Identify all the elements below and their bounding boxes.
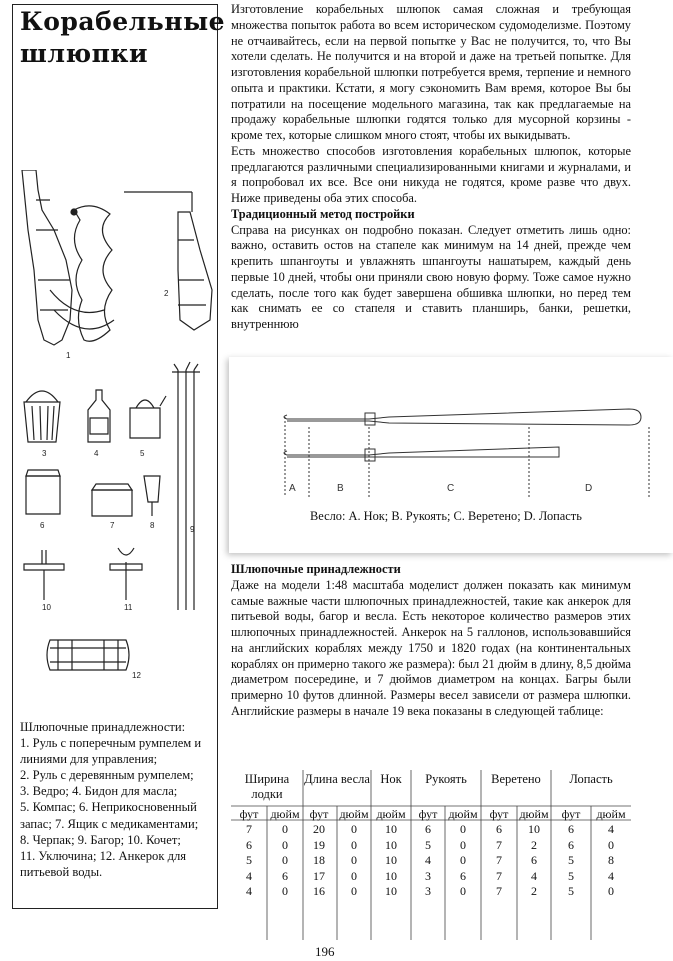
svg-text:1: 1 [66, 351, 71, 360]
svg-text:11: 11 [124, 603, 133, 612]
table-cell: 4 [608, 822, 614, 836]
table-cell: 6 [246, 837, 252, 852]
table-header-group: Длина весла [304, 772, 370, 786]
table-cell: 0 [608, 884, 614, 898]
table-cell: 10 [385, 837, 397, 852]
table-cell: 0 [460, 822, 466, 836]
section-heading-traditional: Традиционный метод постройки [231, 206, 415, 221]
table-header-unit: фут [239, 807, 259, 821]
svg-text:12: 12 [132, 671, 141, 680]
bailer-drawing [144, 476, 160, 516]
table-cell: 10 [385, 868, 397, 883]
table-header-group: Лопасть [569, 772, 613, 786]
medicine-box-drawing [92, 484, 132, 516]
table-cell: 17 [313, 868, 325, 883]
table-header-unit: фут [309, 807, 329, 821]
table-cell: 6 [460, 868, 466, 883]
page-number: 196 [315, 944, 335, 959]
table-cell: 10 [385, 884, 397, 898]
table-cell: 7 [496, 884, 502, 898]
svg-text:9: 9 [190, 525, 195, 534]
table-cell: 0 [351, 853, 357, 867]
rudder-cross-tiller-drawing [22, 170, 114, 345]
table-cell: 10 [385, 822, 397, 836]
svg-text:4: 4 [94, 449, 99, 458]
table-cell: 5 [246, 853, 252, 867]
rowlock-drawing [110, 548, 142, 600]
accessories-paragraph: Даже на модели 1:48 масштаба моделист должен показать как минимум самые важные части шлюпочных принадлежностей, такие как анкерок для питьевой воды, багор и весла. Есть некоторое количество размеров этих шлюпочных принадлежностей. Анкерок на 5 галлонов, использовавшийся на английских кораблях между 1750 и 1820 годах (на континентальных кораблях он примерно такого же размера): был 21 дюйм в длину, 8,5 дюйма диаметром посередине, и 7 дюймов диаметром на концах. Багры были примерно 10 футов длинной. Размеры весел зависели от размера шлюпки. Английские размеры в начале 19 века показаны в следующей таблице: [231, 577, 631, 718]
table-header-unit: дюйм [519, 807, 549, 821]
table-cell: 10 [385, 853, 397, 867]
supply-box-drawing [26, 470, 60, 514]
table-cell: 18 [313, 853, 325, 867]
main-text [231, 2, 631, 333]
oar-label-c: C [447, 483, 455, 494]
svg-text:2: 2 [164, 289, 169, 298]
table-header-unit: фут [489, 807, 509, 821]
table-cell: 6 [496, 822, 502, 836]
table-cell: 4 [425, 853, 431, 867]
table-header-unit: дюйм [270, 807, 300, 821]
table-cell: 3 [425, 884, 431, 898]
table-cell: 5 [568, 884, 574, 898]
rudder-wooden-tiller-drawing [71, 192, 212, 330]
svg-text:5: 5 [140, 449, 145, 458]
water-keg-drawing [47, 640, 129, 670]
table-cell: 0 [282, 853, 288, 867]
table-header-unit: дюйм [376, 807, 406, 821]
oar-label-d: D [585, 483, 593, 494]
intro-paragraph: Изготовление корабельных шлюпок самая сложная и требующая множества попыток работа во всем историческом судомоделизме. Поэтому не отчаивайтесь, если на первой попытке у Вас не получится, то, что Вы хотели сделать. Не получится и на второй и даже на третьей попытке. Для изготовления корабельной шлюпки потребуется время, терпение и немного опыта и практики. Кстати, я могу сэкономить Вам время, которое Вы бы потратили на посещение модельного магазина, так как предлагаемые на продажу корабельные шлюпки годятся только для мусорной корзины - кроме тех, которые слишком много стоят, чтобы их выкидывать. [231, 2, 631, 142]
table-cell: 3 [425, 868, 431, 883]
table-cell: 0 [351, 884, 357, 898]
boathook-drawing [172, 362, 200, 610]
table-cell: 6 [531, 853, 537, 867]
table-cell: 0 [460, 884, 466, 898]
table-cell: 5 [568, 868, 574, 883]
svg-text:10: 10 [42, 603, 51, 612]
table-cell: 0 [282, 837, 288, 852]
bucket-drawing [24, 391, 60, 442]
table-cell: 4 [608, 868, 614, 883]
table-header-group: Нок [380, 772, 402, 786]
table-cell: 6 [568, 837, 574, 852]
table-header-unit: дюйм [339, 807, 369, 821]
table-cell: 0 [608, 837, 614, 852]
table-cell: 5 [568, 853, 574, 867]
table-cell: 10 [528, 822, 540, 836]
table-cell: 2 [531, 837, 537, 852]
table-cell: 2 [531, 884, 537, 898]
table-cell: 0 [460, 837, 466, 852]
svg-text:8: 8 [150, 521, 155, 530]
boat-fittings-illustration [14, 170, 214, 710]
oar-size-table [231, 770, 631, 940]
traditional-paragraph: Справа на рисунках он подробно показан. Следует отметить лишь одно: важно, оставить остов на стапеле как минимум на 14 дней, прежде чем крепить шпангоуты и увлажнять шпангоуты нашатырем, каждый день первые 10 дней, чтобы они приняли свою новую форму. Тоже самое нужно сделать, после того как будет завершена обшивка шлюпки, но перед тем как снимать ее со стапеля и ставить планширь, банки, решетки, внутреннюю [231, 222, 631, 331]
table-cell: 6 [282, 868, 288, 883]
table-cell: 0 [351, 822, 357, 836]
page-title: Корабельные шлюпки [20, 7, 226, 68]
accessories-section [231, 562, 631, 720]
table-cell: 0 [460, 853, 466, 867]
table-header-unit: дюйм [596, 807, 626, 821]
table-cell: 7 [496, 837, 502, 852]
table-header-group: Рукоять [425, 772, 467, 786]
table-header-unit: дюйм [448, 807, 478, 821]
table-cell: 0 [282, 822, 288, 836]
oar-diagram [229, 357, 673, 507]
table-cell: 0 [351, 868, 357, 883]
table-cell: 4 [531, 868, 537, 883]
svg-text:3: 3 [42, 449, 47, 458]
table-cell: 7 [496, 868, 502, 883]
oar-label-a: A [289, 483, 296, 494]
table-cell: 5 [425, 837, 431, 852]
fittings-caption: Шлюпочные принадлежности: 1. Руль с поперечным румпелем и линиями для управления; 2. Руль с деревянным румпелем; 3. Ведро; 4. Бидон для масла; 5. Компас; 6. Неприкосновенный запас; 7. Ящик с медикаментами; 8. Черпак; 9. Багор; 10. Кочет; 11. Уключина; 12. Анкерок для питьевой воды. [20, 720, 202, 879]
table-header-unit: фут [418, 807, 438, 821]
section-heading-accessories: Шлюпочные принадлежности [231, 562, 401, 576]
table-cell: 0 [351, 837, 357, 852]
table-header-group: Ширина лодки [244, 772, 290, 801]
svg-text:6: 6 [40, 521, 45, 530]
table-cell: 4 [246, 868, 252, 883]
table-cell: 0 [282, 884, 288, 898]
table-header-group: Веретено [491, 772, 541, 786]
table-cell: 8 [608, 853, 614, 867]
methods-paragraph: Есть множество способов изготовления корабельных шлюпок, которые предлагаются различными специализированными книгами и журналами, и я попробовал их все. Все они никуда не годятся, кроме разве что двух. Ниже приведены оба этих способа. [231, 143, 631, 205]
table-cell: 16 [313, 884, 325, 898]
table-cell: 19 [313, 837, 325, 852]
table-header-unit: фут [561, 807, 581, 821]
oil-can-drawing [88, 390, 110, 442]
svg-text:7: 7 [110, 521, 115, 530]
table-cell: 7 [496, 853, 502, 867]
oar-caption: Весло: А. Нок; В. Рукоять; С. Веретено; D. Лопасть [310, 509, 582, 523]
table-cell: 6 [425, 822, 431, 836]
table-cell: 4 [246, 884, 252, 898]
table-cell: 6 [568, 822, 574, 836]
table-cell: 7 [246, 822, 252, 836]
oar-label-b: B [337, 483, 344, 494]
thole-pin-drawing [24, 550, 64, 600]
compass-drawing [130, 396, 166, 438]
table-cell: 20 [313, 822, 325, 836]
